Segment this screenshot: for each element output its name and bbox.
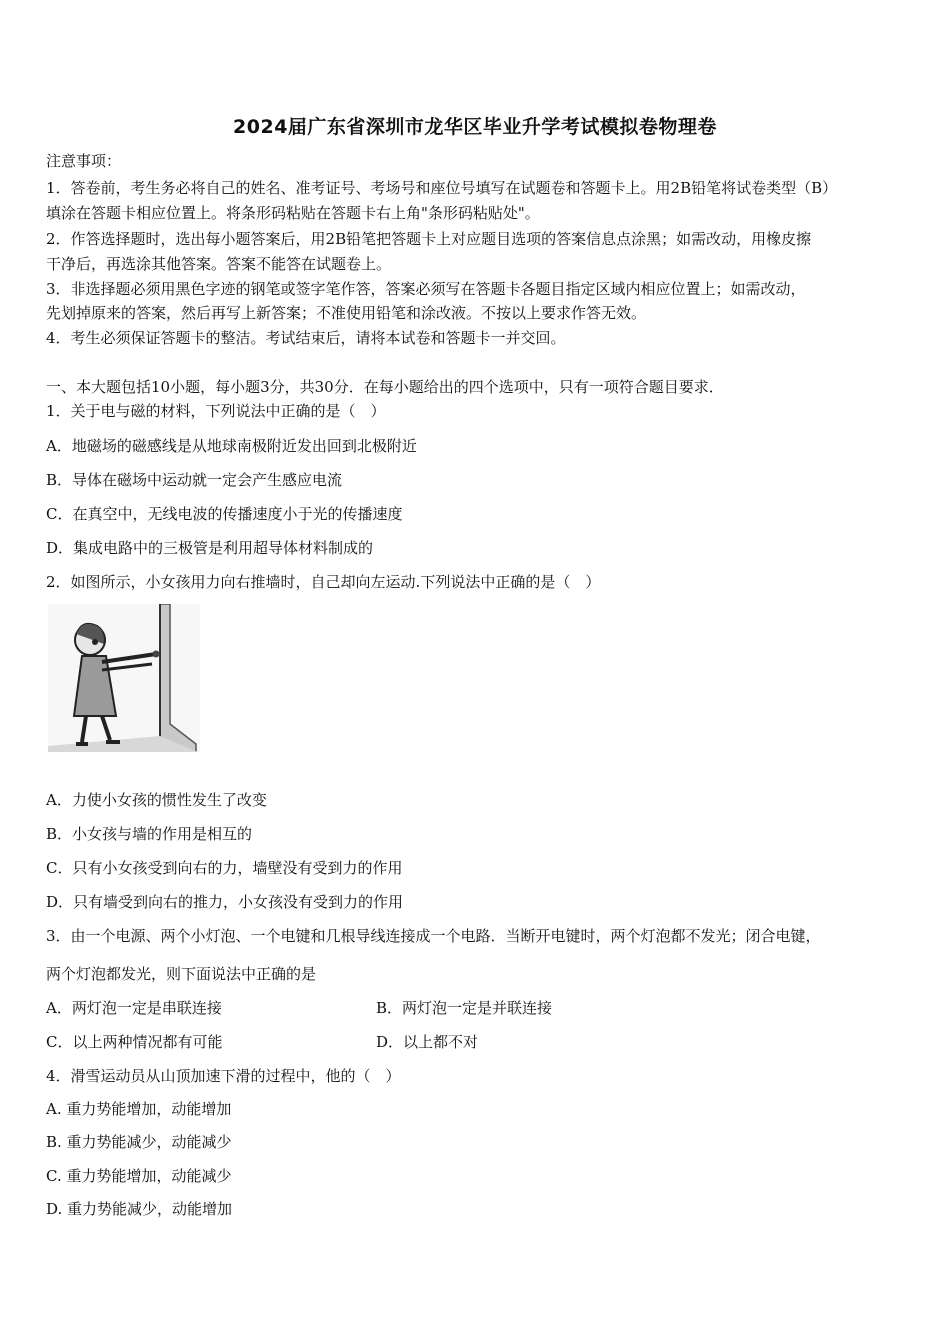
- notice-line: 2．作答选择题时，选出每小题答案后，用2B铅笔把答题卡上对应题目选项的答案信息点涂黑；如需改动，用橡皮擦: [46, 230, 812, 248]
- q2-option-c: C．只有小女孩受到向右的力，墙壁没有受到力的作用: [46, 859, 403, 877]
- q1-option-d: D．集成电路中的三极管是利用超导体材料制成的: [46, 539, 374, 557]
- q1-option-c: C．在真空中，无线电波的传播速度小于光的传播速度: [46, 505, 403, 523]
- question-2-stem: 2．如图所示，小女孩用力向右推墙时，自己却向左运动.下列说法中正确的是（ ）: [46, 573, 601, 591]
- section-heading: 一、本大题包括10小题，每小题3分，共30分．在每小题给出的四个选项中，只有一项符合题目要求．: [46, 378, 724, 396]
- question-1-stem: 1．关于电与磁的材料，下列说法中正确的是（ ）: [46, 402, 386, 420]
- question-4-stem: 4．滑雪运动员从山顶加速下滑的过程中，他的（ ）: [46, 1067, 401, 1085]
- notice-line: 先划掉原来的答案，然后再写上新答案；不准使用铅笔和涂改液。不按以上要求作答无效。: [46, 304, 647, 322]
- girl-pushing-wall-figure: [48, 604, 200, 752]
- notice-line: 填涂在答题卡相应位置上。将条形码粘贴在答题卡右上角"条形码粘贴处"。: [46, 204, 540, 222]
- q2-option-d: D．只有墙受到向右的推力，小女孩没有受到力的作用: [46, 893, 404, 911]
- q2-option-b: B．小女孩与墙的作用是相互的: [46, 825, 253, 843]
- question-3-stem: 3．由一个电源、两个小灯泡、一个电键和几根导线连接成一个电路．当断开电键时，两个灯泡都不发光；闭合电键，: [46, 927, 821, 945]
- q4-option-c: C. 重力势能增加，动能减少: [46, 1167, 232, 1185]
- q3-option-d: D．以上都不对: [376, 1033, 479, 1051]
- q4-option-d: D. 重力势能减少，动能增加: [46, 1200, 233, 1218]
- notice-line: 3．非选择题必须用黑色字迹的钢笔或签字笔作答，答案必须写在答题卡各题目指定区域内相应位置上；如需改动，: [46, 280, 806, 298]
- q2-option-a: A．力使小女孩的惯性发生了改变: [46, 791, 267, 809]
- q1-option-a: A．地磁场的磁感线是从地球南极附近发出回到北极附近: [46, 437, 417, 455]
- notice-line: 4．考生必须保证答题卡的整洁。考试结束后，请将本试卷和答题卡一并交回。: [46, 329, 566, 347]
- question-3-stem-continued: 两个灯泡都发光，则下面说法中正确的是: [46, 965, 317, 983]
- notice-line: 1．答卷前，考生务必将自己的姓名、准考证号、考场号和座位号填写在试题卷和答题卡上。用2B铅笔将试卷类型（B）: [46, 179, 838, 197]
- q3-option-a: A．两灯泡一定是串联连接: [46, 999, 222, 1017]
- page-title: 2024届广东省深圳市龙华区毕业升学考试模拟卷物理卷: [233, 116, 717, 138]
- notice-line: 干净后，再选涂其他答案。答案不能答在试题卷上。: [46, 255, 392, 273]
- q1-option-b: B．导体在磁场中运动就一定会产生感应电流: [46, 471, 343, 489]
- q4-option-b: B. 重力势能减少，动能减少: [46, 1133, 232, 1151]
- q3-option-b: B．两灯泡一定是并联连接: [376, 999, 553, 1017]
- q4-option-a: A. 重力势能增加，动能增加: [46, 1100, 232, 1118]
- notice-heading: 注意事项：: [46, 152, 122, 170]
- q3-option-c: C．以上两种情况都有可能: [46, 1033, 223, 1051]
